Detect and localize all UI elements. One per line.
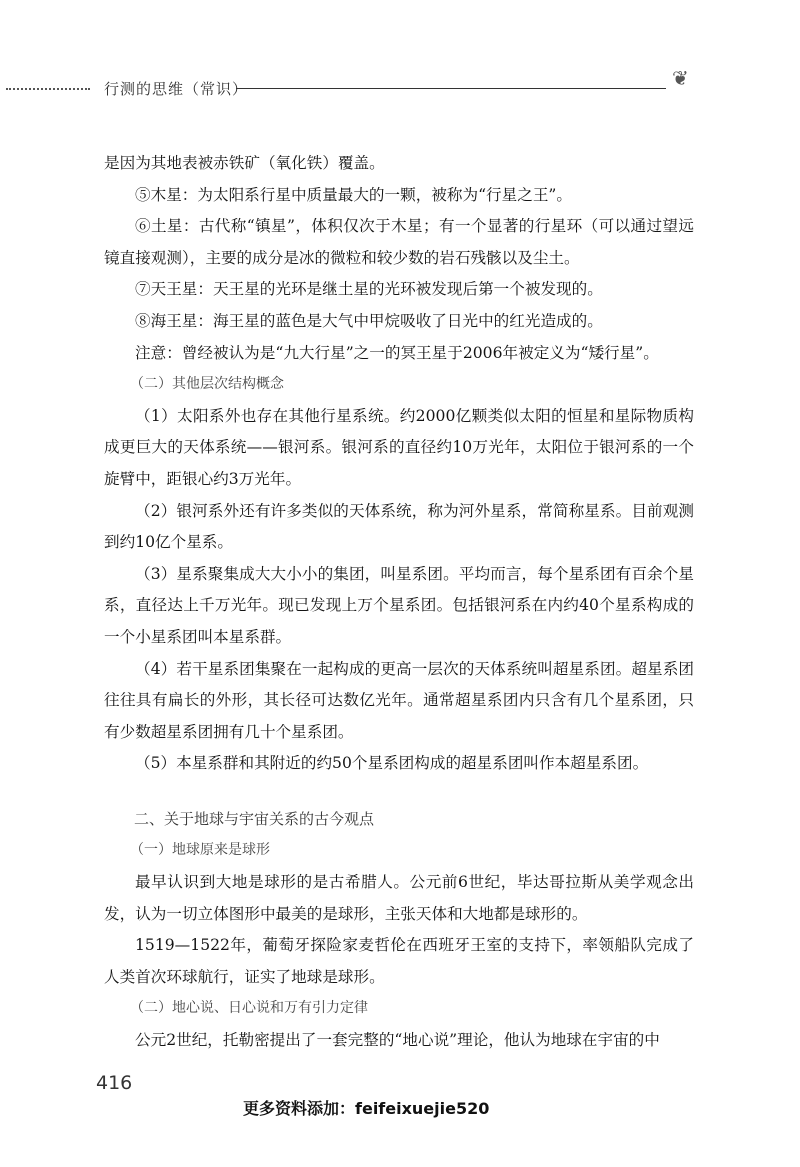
section-spacer bbox=[104, 780, 694, 804]
note-paragraph: 注意：曾经被认为是“九大行星”之一的冥王星于2006年被定义为“矮行星”。 bbox=[135, 343, 659, 362]
body-paragraph: （5）本星系群和其附近的约50个星系团构成的超星系团叫作本超星系团。 bbox=[135, 754, 649, 773]
body-paragraph: ⑤木星：为太阳系行星中质量最大的一颗，被称为“行星之王”。 bbox=[135, 185, 572, 204]
subsection-heading: （一）地球原来是球形 bbox=[130, 842, 270, 859]
section-heading: 二、关于地球与宇宙关系的古今观点 bbox=[134, 809, 375, 828]
body-paragraph: （2）银河系外还有许多类似的天体系统，称为河外星系，常简称星系。目前观测到约10亿个星系。 bbox=[104, 501, 694, 552]
body-paragraph: （3）星系聚集成大大小小的集团，叫星系团。平均而言，每个星系团有百余个星系，直径达上千万光年。现已发现上万个星系团。包括银河系在内约40个星系构成的一个小星系团叫本星系群。 bbox=[104, 564, 694, 646]
body-paragraph: 1519—1522年，葡萄牙探险家麦哲伦在西班牙王室的支持下，率领船队完成了人类首次环球航行，证实了地球是球形。 bbox=[104, 936, 694, 986]
page-number: 416 bbox=[96, 1072, 133, 1094]
subsection-heading: （二）地心说、日心说和万有引力定律 bbox=[130, 1000, 368, 1017]
body-paragraph: （4）若干星系团集聚在一起构成的更高一层次的天体系统叫超星系团。超星系团往往具有扁长的外形，其长径可达数亿光年。通常超星系团内只含有几个星系团，只有少数超星系团拥有几十个星系团。 bbox=[104, 659, 694, 741]
subsection-heading: （二）其他层次结构概念 bbox=[130, 376, 284, 393]
body-paragraph: ⑥土星：古代称“镇星”，体积仅次于木星；有一个显著的行星环（可以通过望远镜直接观测），主要的成分是冰的微粒和较少数的岩石残骸以及尘土。 bbox=[104, 217, 694, 267]
body-paragraph: ⑧海王星：海王星的蓝色是大气中甲烷吸收了日光中的红光造成的。 bbox=[135, 311, 603, 330]
header-title: 行测的思维（常识） bbox=[104, 80, 249, 98]
footer-note: 更多资料添加：feifeixuejie520 bbox=[243, 1099, 490, 1118]
body-paragraph: 最早认识到大地是球形的是古希腊人。公元前6世纪，毕达哥拉斯从美学观念出发，认为一切立体图形中最美的是球形，主张天体和大地都是球形的。 bbox=[104, 873, 694, 923]
leaf-ornament-icon: ❦ bbox=[672, 66, 689, 90]
page-body bbox=[104, 148, 694, 1057]
body-paragraph: 是因为其地表被赤铁矿（氧化铁）覆盖。 bbox=[104, 154, 385, 172]
running-header bbox=[0, 66, 800, 100]
body-paragraph: （1）太阳系外也存在其他行星系统。约2000亿颗类似太阳的恒星和星际物质构成更巨大的天体系统——银河系。银河系的直径约10万光年，太阳位于银河系的一个旋臂中，距银心约3万光年。 bbox=[104, 406, 694, 488]
body-paragraph: ⑦天王星：天王星的光环是继土星的光环被发现后第一个被发现的。 bbox=[135, 280, 603, 299]
header-dotted-rule bbox=[6, 88, 90, 90]
body-paragraph: 公元2世纪，托勒密提出了一套完整的“地心说”理论，他认为地球在宇宙的中 bbox=[135, 1031, 660, 1050]
header-rule bbox=[236, 88, 666, 89]
